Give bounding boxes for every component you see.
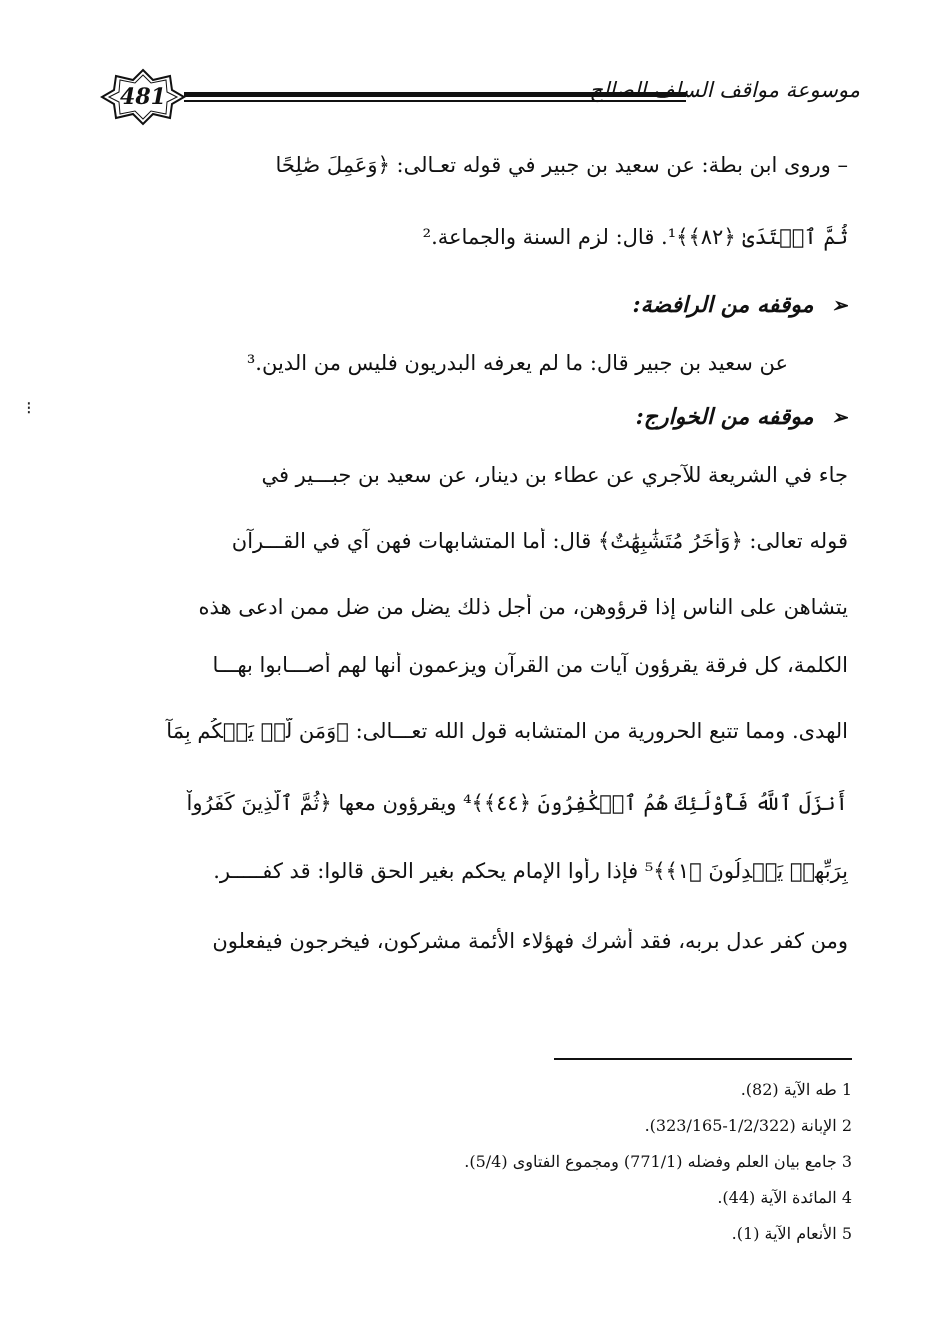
- margin-mark: ⁝: [26, 398, 32, 419]
- footnote-separator: [554, 1058, 852, 1060]
- page-number: 481: [120, 84, 166, 110]
- text-line: ثُمَّ ٱهۡتَدَىٰ ﴿٨٢﴾﴾¹. قال: لزم السنة والجماعة.²: [422, 225, 848, 249]
- bullet-arrow-icon: ➢: [831, 405, 848, 429]
- page-header: [100, 68, 860, 128]
- section-heading-label: موقفه من الرافضة:: [632, 292, 814, 318]
- footnote: 4 المائدة الآية (44).: [717, 1188, 852, 1207]
- text-line: الهدى. ومما تتبع الحرورية من المتشابه قول الله تعـــالى: ﴿وَمَن لَّمۡ يَحۡكُم بِمَآ: [166, 719, 848, 743]
- text-line: قوله تعالى: ﴿وَأُخَرُ مُتَشَٰبِهَٰتٌ﴾ قال: أما المتشابهات فهن آي في القـــرآن: [231, 529, 848, 553]
- text-line: بِرَبِّهِمۡ يَعۡدِلُونَ ﴿١﴾﴾⁵ فإذا رأوا الإمام يحكم بغير الحق قالوا: قد كفـــــر.: [213, 859, 848, 883]
- footnote: 1 طه الآية (82).: [740, 1080, 852, 1099]
- section-heading: [104, 404, 848, 431]
- text-line: الكلمة، كل فرقة يقرؤون آيات من القرآن ويزعمون أنها لهم أصـــابوا بهـــا: [212, 653, 848, 677]
- text-line: عن سعيد بن جبير قال: ما لم يعرفه البدريون فليس من الدين.³: [246, 351, 788, 375]
- section-heading-label: موقفه من الخوارج:: [635, 404, 814, 430]
- text-line: أَنزَلَ ٱللَّهُ فَأُوْلَٰٓئِكَ هُمُ ٱلۡكَٰفِرُونَ ﴿٤٤﴾﴾⁴ ويقرؤون معها ﴿ثُمَّ ٱلَّذِينَ كَفَرُواْ: [186, 791, 848, 815]
- footnote: 2 الإبانة (1/2/322-323/165).: [644, 1116, 852, 1135]
- running-title: موسوعة مواقف السلف الصالح: [589, 78, 860, 102]
- footnote: 5 الأنعام الآية (1).: [731, 1224, 852, 1243]
- footnotes: [300, 1072, 852, 1252]
- page-number-badge: [100, 68, 186, 126]
- footnote: 3 جامع بيان العلم وفضله (771/1) ومجموع الفتاوى (5/4).: [464, 1152, 852, 1171]
- text-line: يتشاهن على الناس إذا قرؤوهن، من أجل ذلك يضل من ضل ممن ادعى هذه: [198, 595, 848, 619]
- text-line: – وروى ابن بطة: عن سعيد بن جبير في قوله تعـالى: ﴿وَعَمِلَ صَٰلِحًا: [275, 153, 848, 177]
- section-heading: [104, 292, 848, 319]
- text-line: ومن كفر عدل بربه، فقد أشرك فهؤلاء الأئمة مشركون، فيخرجون فيفعلون: [212, 929, 848, 953]
- bullet-arrow-icon: ➢: [831, 293, 848, 317]
- text-line: جاء في الشريعة للآجري عن عطاء بن دينار، عن سعيد بن جبـــير في: [261, 463, 848, 487]
